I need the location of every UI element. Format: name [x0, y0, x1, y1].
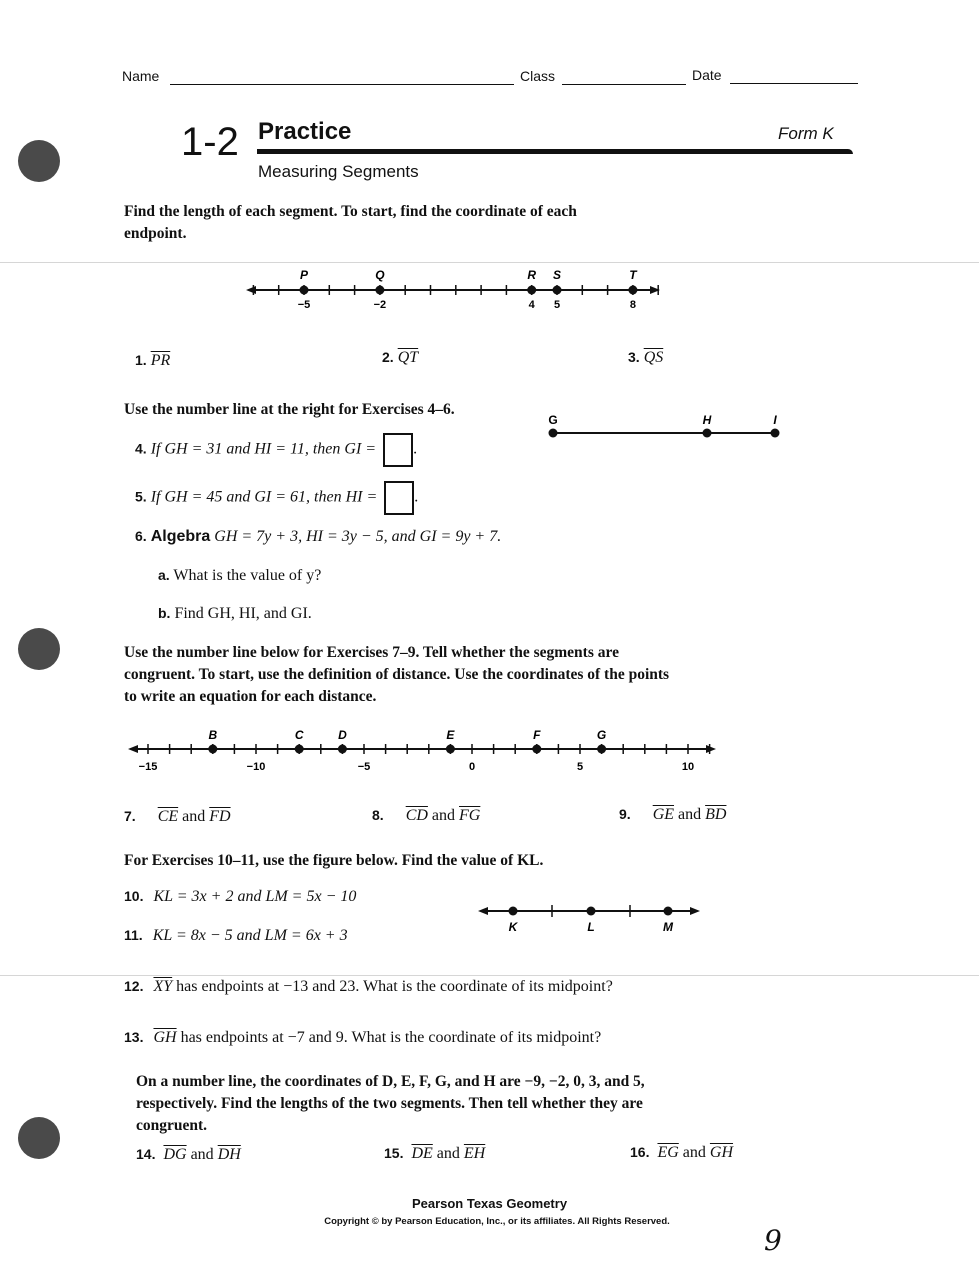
- exercise-number: 5.: [135, 488, 147, 505]
- page-mark: 9: [764, 1224, 782, 1257]
- exercise-number: 1.: [135, 352, 147, 368]
- exercise-12[interactable]: [124, 978, 613, 996]
- exercise-12-text: has endpoints at −13 and 23. What is the coordinate of its midpoint?: [176, 978, 613, 995]
- point-m-label: M: [663, 920, 673, 934]
- point-q: [375, 286, 384, 295]
- instructions-2: Use the number line at the right for Exercises 4–6.: [124, 401, 455, 418]
- segment-a: $\overline{CD}$: [405, 807, 428, 824]
- punch-hole: [18, 628, 60, 670]
- scan-line: [0, 975, 979, 976]
- point-g: [597, 745, 606, 754]
- exercise-9[interactable]: [619, 806, 726, 824]
- segment-a: $\overline{GE}$: [652, 806, 675, 823]
- point-label: F: [533, 728, 541, 742]
- point-b: [208, 745, 217, 754]
- and-word: and: [431, 807, 456, 824]
- exercise-1[interactable]: [135, 352, 170, 370]
- segment-gh: $\overline{GH}$: [153, 1029, 177, 1046]
- point-label: P: [299, 268, 309, 282]
- title-rule: [257, 149, 853, 154]
- tick-label: −10: [246, 761, 266, 773]
- exercise-10-text: KL = 3x + 2 and LM = 5x − 10: [153, 888, 357, 905]
- exercise-4: 4. If GH = 31 and HI = 11, then GI = .: [135, 433, 417, 467]
- coordinate-label: −5: [297, 299, 311, 311]
- algebra-label: Algebra: [150, 528, 211, 545]
- exercise-number: 6.: [135, 528, 147, 544]
- point-label: D: [338, 728, 347, 742]
- segment-pr: $\overline{PR}$: [150, 352, 171, 369]
- exercise-number: 15.: [384, 1145, 404, 1161]
- segment-a: $\overline{EG}$: [657, 1144, 679, 1161]
- name-label: Name: [122, 68, 160, 84]
- class-line: [562, 84, 686, 85]
- point-label: G: [596, 728, 607, 742]
- exercise-6-text: GH = 7y + 3, HI = 3y − 5, and GI = 9y + 7.: [214, 528, 502, 545]
- exercise-5: 5. If GH = 45 and GI = 61, then HI = .: [135, 481, 418, 515]
- tick-label: −5: [357, 761, 371, 773]
- exercise-number: 7.: [124, 808, 136, 824]
- exercise-6: [135, 528, 501, 546]
- exercise-6b: [158, 605, 312, 623]
- point-h-label: H: [702, 413, 712, 427]
- point-g-label: G: [548, 413, 558, 427]
- exercise-number: 14.: [136, 1146, 156, 1162]
- exercise-14[interactable]: [136, 1146, 241, 1164]
- segment-b: $\overline{EH}$: [463, 1145, 486, 1162]
- tick-label: 10: [681, 761, 695, 773]
- exercise-number: 9.: [619, 806, 631, 822]
- segment-b: $\overline{FG}$: [459, 807, 481, 824]
- punch-hole: [18, 140, 60, 182]
- instructions-4: For Exercises 10–11, use the figure below. Find the value of KL.: [124, 852, 544, 869]
- exercise-13-text: has endpoints at −7 and 9. What is the coordinate of its midpoint?: [180, 1029, 602, 1046]
- instructions-1: Find the length of each segment. To start, find the coordinate of each endpoint.: [124, 203, 577, 242]
- exercise-8[interactable]: [372, 807, 480, 825]
- exercise-11[interactable]: [124, 927, 348, 945]
- point-label: S: [552, 268, 562, 282]
- point-l-label: L: [587, 920, 595, 934]
- and-word: and: [678, 806, 702, 823]
- point-e: [446, 745, 455, 754]
- exercise-number: 10.: [124, 888, 144, 904]
- page-subtitle: Measuring Segments: [258, 162, 419, 181]
- answer-box[interactable]: [384, 481, 414, 515]
- copyright: Copyright © by Pearson Education, Inc., or its affiliates. All Rights Reserved.: [324, 1216, 670, 1227]
- lesson-number: 1-2: [181, 120, 239, 164]
- exercise-6a: [158, 567, 321, 585]
- exercise-3[interactable]: [628, 349, 663, 367]
- exercise-2[interactable]: [382, 349, 418, 367]
- point-label: B: [208, 728, 218, 742]
- exercise-number: 3.: [628, 349, 640, 365]
- page-title: Practice: [258, 118, 352, 145]
- punch-hole: [18, 1117, 60, 1159]
- point-t: [628, 286, 637, 295]
- point-k-label: K: [508, 920, 518, 934]
- segment-a: $\overline{DG}$: [163, 1146, 187, 1163]
- exercise-7[interactable]: [124, 808, 231, 826]
- point-p: [300, 286, 309, 295]
- number-line-klm: [478, 898, 704, 940]
- instructions-3: Use the number line below for Exercises 7–9. Tell whether the segments are congruent. To start, use the definition of distance. Use the coordinates of the points to write an equation for each distance.: [124, 644, 670, 705]
- exercise-11-text: KL = 8x − 5 and LM = 6x + 3: [152, 927, 348, 944]
- tick-label: 5: [576, 761, 584, 773]
- class-label: Class: [520, 68, 556, 84]
- point-c: [295, 745, 304, 754]
- exercise-6a-text: What is the value of y?: [173, 567, 322, 584]
- point-label: T: [629, 268, 637, 282]
- exercise-16[interactable]: [630, 1144, 733, 1162]
- point-label: R: [527, 268, 537, 282]
- name-line: [170, 84, 514, 85]
- segment-b: $\overline{FD}$: [209, 808, 231, 825]
- date-line: [730, 83, 858, 84]
- exercise-5-text: If GH = 45 and GI = 61, then HI =: [150, 488, 378, 506]
- coordinate-label: 5: [553, 299, 561, 311]
- coordinate-label: 8: [629, 299, 636, 311]
- exercise-number: 11.: [124, 927, 143, 943]
- form-label: Form K: [778, 124, 834, 143]
- tick-label: 0: [468, 761, 476, 773]
- point-i-label: I: [773, 413, 777, 427]
- coordinate-label: −2: [373, 299, 387, 311]
- exercise-13[interactable]: [124, 1029, 601, 1047]
- segment-qs: $\overline{QS}$: [643, 349, 664, 366]
- point-label: C: [294, 728, 304, 742]
- tick-label: −15: [138, 761, 158, 773]
- point-label: E: [446, 728, 455, 742]
- exercise-6b-text: Find GH, HI, and GI.: [174, 605, 312, 622]
- exercise-number: a.: [158, 567, 170, 583]
- segment-b: $\overline{GH}$: [709, 1144, 734, 1161]
- and-word: and: [190, 1146, 214, 1163]
- answer-box[interactable]: [383, 433, 413, 467]
- point-label: Q: [375, 268, 385, 282]
- publisher: Pearson Texas Geometry: [411, 1196, 568, 1211]
- exercise-number: b.: [158, 605, 171, 621]
- point-f: [532, 745, 541, 754]
- segment-ghi: [540, 408, 790, 448]
- exercise-15[interactable]: [384, 1145, 485, 1163]
- exercise-number: 2.: [382, 349, 394, 365]
- segment-xy: $\overline{XY}$: [153, 978, 173, 995]
- point-r: [527, 286, 536, 295]
- segment-b: $\overline{DH}$: [217, 1146, 241, 1163]
- segment-b: $\overline{BD}$: [705, 806, 727, 823]
- name-field[interactable]: [122, 68, 159, 84]
- date-label: Date: [692, 67, 722, 83]
- exercise-number: 16.: [630, 1144, 650, 1160]
- segment-a: $\overline{CE}$: [157, 808, 179, 825]
- and-word: and: [182, 808, 206, 825]
- exercise-4-text: If GH = 31 and HI = 11, then GI =: [150, 440, 377, 458]
- number-line-bcdefg: [128, 724, 723, 776]
- coordinate-label: 4: [528, 299, 535, 311]
- and-word: and: [682, 1144, 706, 1161]
- exercise-number: 4.: [135, 440, 147, 457]
- segment-a: $\overline{DE}$: [411, 1145, 433, 1162]
- exercise-number: 12.: [124, 978, 144, 994]
- exercise-10[interactable]: [124, 888, 356, 906]
- exercise-number: 8.: [372, 807, 384, 823]
- exercise-number: 13.: [124, 1029, 144, 1045]
- number-line-pqrst: [246, 262, 666, 312]
- instructions-5: On a number line, the coordinates of D, E, F, G, and H are −9, −2, 0, 3, and 5, respectively. Find the lengths of the two segments. Then tell whether they are congruent.: [136, 1073, 645, 1134]
- and-word: and: [436, 1145, 460, 1162]
- point-s: [553, 286, 562, 295]
- segment-qt: $\overline{QT}$: [397, 349, 419, 366]
- point-d: [338, 745, 347, 754]
